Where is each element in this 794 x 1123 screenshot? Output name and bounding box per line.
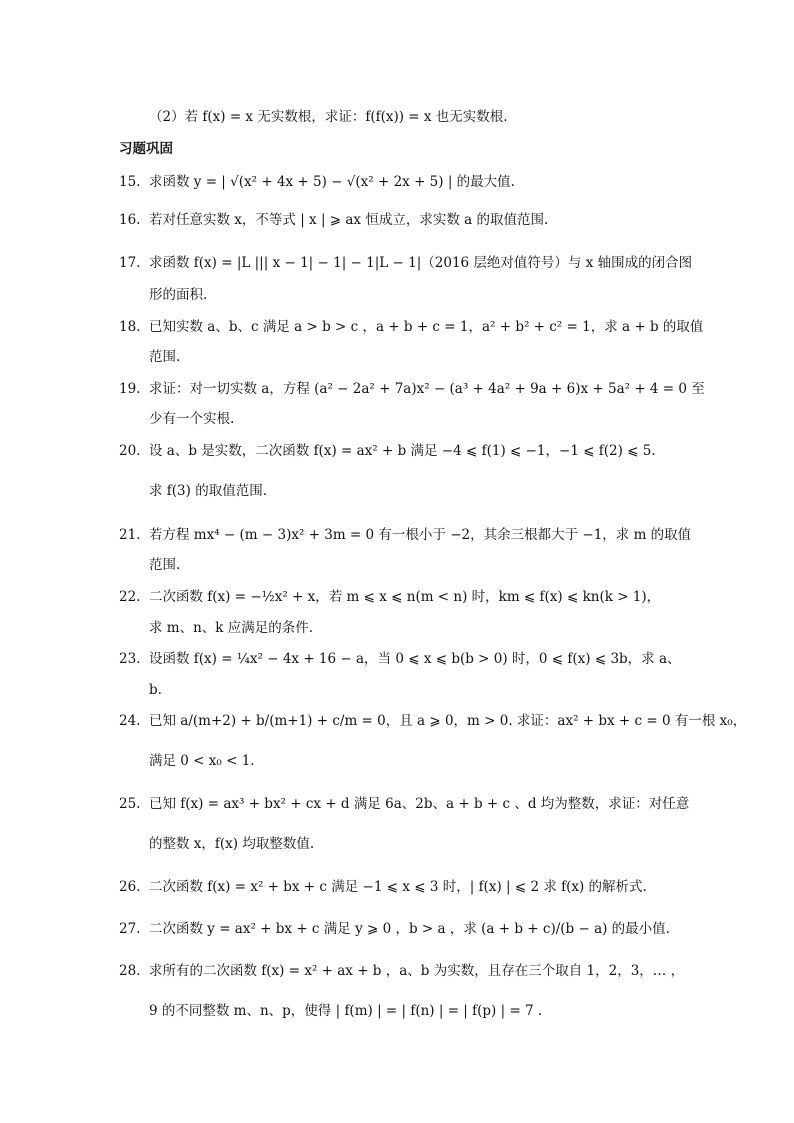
problem-line: 范围. xyxy=(149,557,181,573)
problem-line: 求函数 y = | √(x² + 4x + 5) − √(x² + 2x + 5) | 的最大值. xyxy=(149,174,515,190)
problem-line: 若方程 mx⁴ − (m − 3)x² + 3m = 0 有一根小于 −2，其余三根都大于 −1，求 m 的取值 xyxy=(149,527,692,543)
problem-number: 27. xyxy=(119,921,141,937)
problem-line: 已知 f(x) = ax³ + bx² + cx + d 满足 6a、2b、a + b + c 、d 均为整数，求证：对任意 xyxy=(149,796,690,812)
intro-line: （2）若 f(x) = x 无实数根，求证：f(f(x)) = x 也无实数根. xyxy=(149,109,508,125)
problem-number: 20. xyxy=(119,443,141,459)
problem-line: 的整数 x，f(x) 均取整数值. xyxy=(149,836,315,852)
problem-line: 求函数 f(x) = |L ||| x − 1| − 1| − 1|L − 1|（2016 层绝对值符号）与 x 轴围成的闭合图 xyxy=(149,255,693,271)
problem-number: 16. xyxy=(119,212,141,228)
problem-number: 21. xyxy=(119,527,141,543)
problem-line: 求 f(3) 的取值范围. xyxy=(149,483,267,499)
problem-line: b. xyxy=(149,682,162,698)
problem-line: 求证：对一切实数 a，方程 (a² − 2a² + 7a)x² − (a³ + 4a² + 9a + 6)x + 5a² + 4 = 0 至 xyxy=(149,381,705,397)
problem-line: 二次函数 y = ax² + bx + c 满足 y ⩾ 0 ，b > a ，求 (a + b + c)/(b − a) 的最小值. xyxy=(149,921,670,937)
problem-number: 23. xyxy=(119,651,141,667)
problem-number: 25. xyxy=(119,796,141,812)
problem-line: 形的面积. xyxy=(149,287,208,303)
problem-line: 求所有的二次函数 f(x) = x² + ax + b ，a、b 为实数，且存在三个取自 1，2，3，… ， xyxy=(149,963,685,979)
problem-line: 已知实数 a、b、c 满足 a > b > c ，a + b + c = 1，a² + b² + c² = 1，求 a + b 的取值 xyxy=(149,319,704,335)
problem-number: 15. xyxy=(119,174,141,190)
problem-line: 少有一个实根. xyxy=(149,411,235,427)
problem-number: 22. xyxy=(119,589,141,605)
problem-number: 18. xyxy=(119,319,141,335)
problem-number: 19. xyxy=(119,381,141,397)
problem-line: 设函数 f(x) = ¼x² − 4x + 16 − a，当 0 ⩽ x ⩽ b(b > 0) 时，0 ⩽ f(x) ⩽ 3b，求 a、 xyxy=(149,651,681,667)
problem-line: 9 的不同整数 m、n、p，使得 | f(m) | = | f(n) | = | f(p) | = 7 . xyxy=(149,1003,543,1019)
problem-line: 设 a、b 是实数，二次函数 f(x) = ax² + b 满足 −4 ⩽ f(1) ⩽ −1，−1 ⩽ f(2) ⩽ 5. xyxy=(149,443,656,459)
problem-line: 求 m、n、k 应满足的条件. xyxy=(149,620,314,636)
problem-line: 若对任意实数 x，不等式 | x | ⩾ ax 恒成立，求实数 a 的取值范围. xyxy=(149,212,549,228)
problem-number: 28. xyxy=(119,963,141,979)
section-title: 习题巩固 xyxy=(119,141,173,157)
problem-number: 17. xyxy=(119,255,141,271)
problem-line: 已知 a/(m+2) + b/(m+1) + c/m = 0，且 a ⩾ 0，m > 0. 求证：ax² + bx + c = 0 有一根 x₀， xyxy=(149,713,747,729)
problem-line: 满足 0 < x₀ < 1. xyxy=(149,753,255,769)
problem-line: 范围. xyxy=(149,349,181,365)
problem-number: 26. xyxy=(119,879,141,895)
problem-line: 二次函数 f(x) = −½x² + x，若 m ⩽ x ⩽ n(m < n) 时，km ⩽ f(x) ⩽ kn(k > 1)， xyxy=(149,589,661,605)
problem-number: 24. xyxy=(119,713,141,729)
problem-line: 二次函数 f(x) = x² + bx + c 满足 −1 ⩽ x ⩽ 3 时，| f(x) | ⩽ 2 求 f(x) 的解析式. xyxy=(149,879,647,895)
